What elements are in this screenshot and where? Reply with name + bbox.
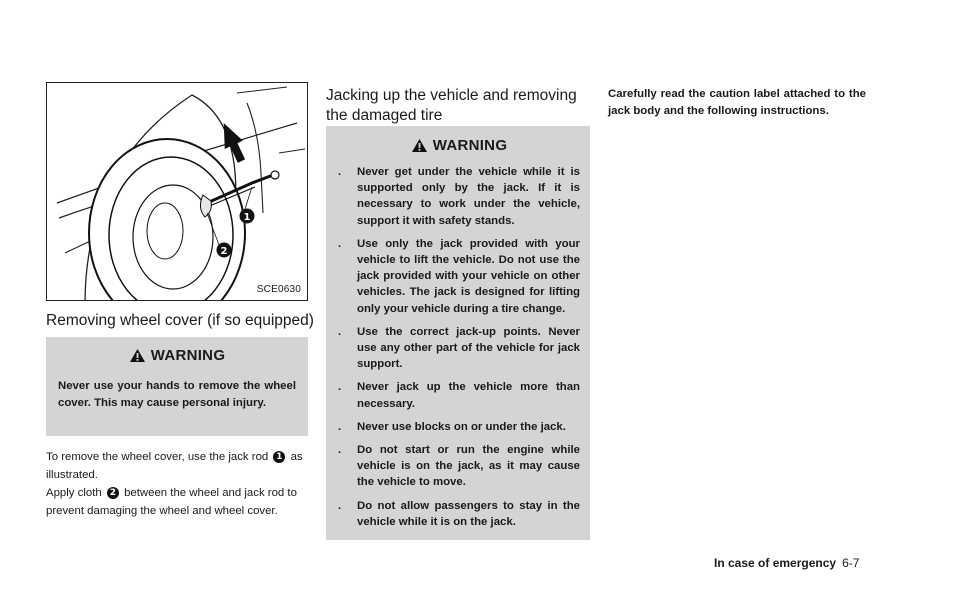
svg-text:2: 2	[220, 246, 228, 257]
list-item: . Use the correct jack-up points. Never use any other part of the vehicle for jack support.	[338, 325, 580, 371]
svg-text:1: 1	[243, 212, 251, 223]
warning-list	[338, 164, 580, 530]
caution-label-instruction: Carefully read the caution label attached to the jack body and the following instructions.	[608, 88, 866, 117]
list-item: . Never get under the vehicle while it is supported only by the jack. If it is necessary to work under the vehicle, support it with safety stands.	[338, 166, 580, 227]
list-item: . Do not allow passengers to stay in the vehicle while it is on the jack.	[338, 499, 580, 528]
list-item: . Never jack up the vehicle more than necessary.	[338, 381, 580, 410]
wheel-cover-warning-box	[46, 337, 308, 436]
warning-triangle-icon	[129, 348, 146, 363]
callout-number-2: 2	[107, 487, 119, 499]
wheel-jack-rod-drawing	[47, 83, 307, 300]
figure-code: SCE0630	[256, 284, 301, 295]
list-item: . Do not start or run the engine while vehicle is on the jack, as it may cause the vehicle to move.	[338, 444, 580, 489]
warning-title: WARNING	[150, 347, 226, 364]
list-item: . Never use blocks on or under the jack.	[338, 420, 566, 433]
callout-2	[217, 243, 232, 258]
warning-header	[338, 137, 580, 154]
callout-1	[240, 209, 255, 224]
warning-triangle-icon	[411, 138, 428, 153]
warning-text: Never use your hands to remove the wheel cover. This may cause personal injury.	[58, 380, 296, 409]
cloth-instruction: Apply cloth 2 between the wheel and jack rod to prevent damaging the wheel and wheel cover.	[46, 487, 297, 517]
jack-rod-instruction: To remove the wheel cover, use the jack rod 1 as illustrated.	[46, 451, 303, 481]
jacking-warning-box	[326, 126, 590, 540]
page-footer	[714, 556, 859, 570]
section-name: In case of emergency	[714, 556, 837, 570]
wheel-cover-illustration	[46, 82, 308, 301]
jacking-heading: Jacking up the vehicle and removing the damaged tire	[326, 87, 577, 124]
list-item: . Use only the jack provided with your vehicle to lift the vehicle. Do not use the jack provided with your vehicle on other vehicles. The jack is designed for lifting only your vehicle during a tire change.	[338, 237, 580, 315]
callout-number-1: 1	[273, 451, 285, 463]
wheel-cover-heading: Removing wheel cover (if so equipped)	[46, 312, 314, 329]
page-number: 6-7	[842, 556, 860, 570]
warning-title: WARNING	[432, 137, 508, 154]
warning-header	[58, 347, 296, 364]
